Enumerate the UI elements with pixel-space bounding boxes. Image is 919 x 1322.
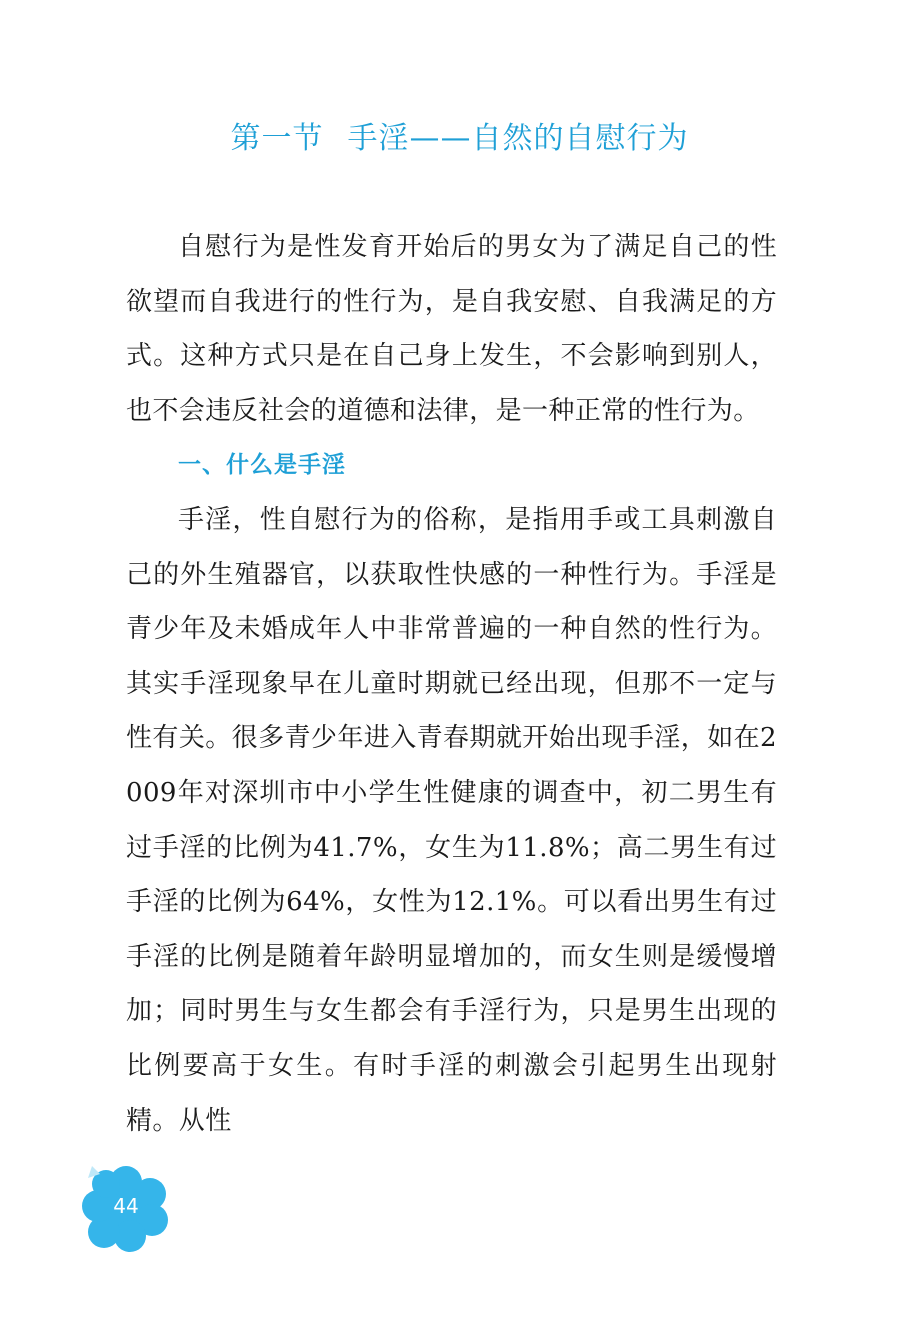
section-paragraph: 手淫，性自慰行为的俗称，是指用手或工具刺激自己的外生殖器官，以获取性快感的一种性行为。手淫是青少年及未婚成年人中非常普遍的一种自然的性行为。其实手淫现象早在儿童时期就已经出现，但那不一定与性有关。很多青少年进入青春期就开始出现手淫，如在2009年对深圳市中小学生性健康的调查中，初二男生有过手淫的比例为41.7%，女生为11.8%；高二男生有过手淫的比例为64%，女性为12.1%。可以看出男生有过手淫的比例是随着年龄明显增加的，而女生则是缓慢增加；同时男生与女生都会有手淫行为，只是男生出现的比例要高于女生。有时手淫的刺激会引起男生出现射精。从性 xyxy=(126,504,777,1136)
chapter-label: 第一节 xyxy=(230,121,324,156)
intro-paragraph: 自慰行为是性发育开始后的男女为了满足自己的性欲望而自我进行的性行为，是自我安慰、自我满足的方式。这种方式只是在自己身上发生，不会影响到别人，也不会违反社会的道德和法律，是一种正常的性行为。 xyxy=(126,232,777,426)
body-content xyxy=(126,220,777,1148)
section-heading: 一、什么是手淫 xyxy=(178,452,346,479)
page-title xyxy=(0,118,919,160)
page-number: 44 xyxy=(113,1194,139,1218)
page-number-badge xyxy=(78,1160,170,1252)
chapter-title: 手淫——自然的自慰行为 xyxy=(347,121,689,156)
